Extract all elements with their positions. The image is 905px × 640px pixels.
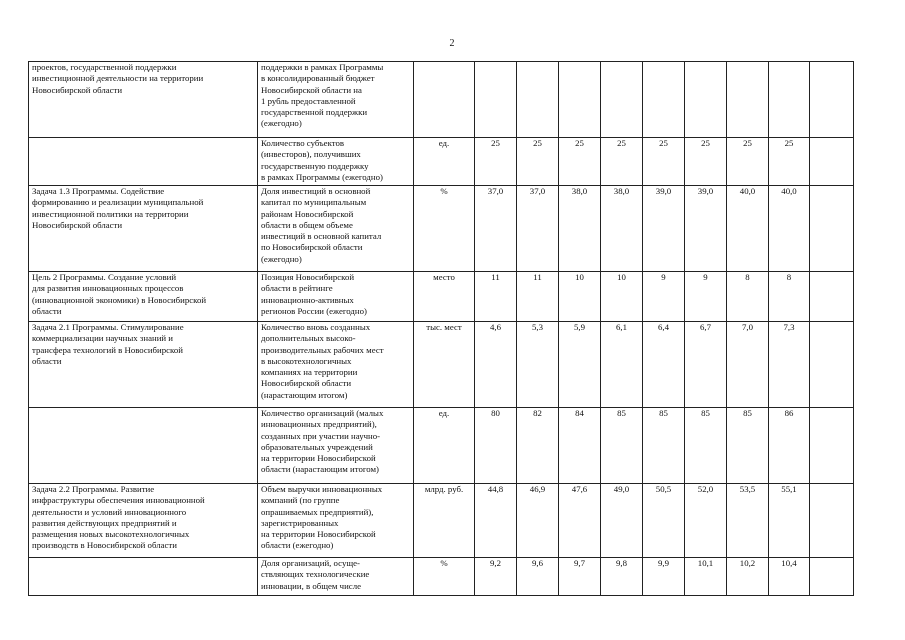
value-cell: 9,8 bbox=[601, 558, 643, 596]
value-cell: 9,6 bbox=[517, 558, 559, 596]
goal-cell: Задача 2.2 Программы. Развитие инфраструктуры обеспечения инновационной деятельности и условий инновационного развития действующих предприятий и размещения новых высокотехнологичных производств в Новосибирской области bbox=[29, 484, 258, 558]
indicator-cell: поддержки в рамках Программы в консолидированный бюджет Новосибирской области на 1 рубль предоставленной государственной поддержки (ежегодно) bbox=[258, 62, 414, 138]
value-cell bbox=[685, 62, 727, 138]
value-cell: 25 bbox=[685, 138, 727, 186]
goal-cell bbox=[29, 138, 258, 186]
value-cell: 10,2 bbox=[727, 558, 769, 596]
value-cell: 25 bbox=[643, 138, 685, 186]
goal-cell: Цель 2 Программы. Создание условий для развития инновационных процессов (инновационной экономики) в Новосибирской области bbox=[29, 272, 258, 322]
value-cell: 38,0 bbox=[559, 186, 601, 272]
value-cell: 55,1 bbox=[769, 484, 810, 558]
value-cell: 39,0 bbox=[685, 186, 727, 272]
indicators-table bbox=[28, 61, 854, 596]
unit-cell: ед. bbox=[414, 408, 475, 484]
value-cell bbox=[559, 62, 601, 138]
value-cell: 8 bbox=[769, 272, 810, 322]
empty-cell bbox=[810, 62, 854, 138]
value-cell: 7,0 bbox=[727, 322, 769, 408]
value-cell: 44,8 bbox=[475, 484, 517, 558]
value-cell: 9 bbox=[643, 272, 685, 322]
empty-cell bbox=[810, 558, 854, 596]
table-row bbox=[29, 186, 854, 272]
value-cell: 40,0 bbox=[727, 186, 769, 272]
value-cell: 85 bbox=[601, 408, 643, 484]
table-row bbox=[29, 558, 854, 596]
indicator-cell: Доля организаций, осуще- ствляющих технологические инновации, в общем числе bbox=[258, 558, 414, 596]
goal-cell: Задача 1.3 Программы. Содействие формированию и реализации муниципальной инвестиционной политики на территории Новосибирской области bbox=[29, 186, 258, 272]
value-cell: 5,9 bbox=[559, 322, 601, 408]
table-row bbox=[29, 138, 854, 186]
unit-cell: % bbox=[414, 558, 475, 596]
value-cell: 85 bbox=[727, 408, 769, 484]
value-cell: 11 bbox=[475, 272, 517, 322]
value-cell: 80 bbox=[475, 408, 517, 484]
value-cell bbox=[517, 62, 559, 138]
indicator-cell: Позиция Новосибирской области в рейтинге инновационно-активных регионов России (ежегодно) bbox=[258, 272, 414, 322]
value-cell: 25 bbox=[517, 138, 559, 186]
unit-cell bbox=[414, 62, 475, 138]
value-cell: 9,7 bbox=[559, 558, 601, 596]
value-cell: 10,1 bbox=[685, 558, 727, 596]
value-cell: 9,2 bbox=[475, 558, 517, 596]
empty-cell bbox=[810, 138, 854, 186]
value-cell: 7,3 bbox=[769, 322, 810, 408]
value-cell: 53,5 bbox=[727, 484, 769, 558]
indicator-cell: Количество субъектов (инвесторов), получивших государственную поддержку в рамках Программы (ежегодно) bbox=[258, 138, 414, 186]
value-cell bbox=[769, 62, 810, 138]
page-number: 2 bbox=[449, 38, 455, 49]
unit-cell: место bbox=[414, 272, 475, 322]
empty-cell bbox=[810, 322, 854, 408]
value-cell: 38,0 bbox=[601, 186, 643, 272]
value-cell: 11 bbox=[517, 272, 559, 322]
value-cell: 40,0 bbox=[769, 186, 810, 272]
value-cell bbox=[475, 62, 517, 138]
indicator-cell: Количество организаций (малых инновационных предприятий), созданных при участии научно- образовательных учреждений на территории Новосибирской области (нарастающим итогом) bbox=[258, 408, 414, 484]
value-cell: 10 bbox=[601, 272, 643, 322]
value-cell: 82 bbox=[517, 408, 559, 484]
value-cell: 25 bbox=[475, 138, 517, 186]
empty-cell bbox=[810, 272, 854, 322]
table-row bbox=[29, 484, 854, 558]
value-cell: 25 bbox=[559, 138, 601, 186]
table-row bbox=[29, 272, 854, 322]
value-cell: 85 bbox=[685, 408, 727, 484]
value-cell: 10 bbox=[559, 272, 601, 322]
table-row bbox=[29, 408, 854, 484]
table-row bbox=[29, 322, 854, 408]
value-cell: 4,6 bbox=[475, 322, 517, 408]
value-cell: 39,0 bbox=[643, 186, 685, 272]
empty-cell bbox=[810, 186, 854, 272]
indicator-cell: Объем выручки инновационных компаний (по группе опрашиваемых предприятий), зарегистрированных на территории Новосибирской области (ежегодно) bbox=[258, 484, 414, 558]
unit-cell: ед. bbox=[414, 138, 475, 186]
value-cell: 9,9 bbox=[643, 558, 685, 596]
value-cell: 47,6 bbox=[559, 484, 601, 558]
goal-cell bbox=[29, 558, 258, 596]
goal-cell: Задача 2.1 Программы. Стимулирование коммерциализации научных знаний и трансфера технологий в Новосибирской области bbox=[29, 322, 258, 408]
goal-cell: проектов, государственной поддержки инвестиционной деятельности на территории Новосибирской области bbox=[29, 62, 258, 138]
indicator-cell: Доля инвестиций в основной капитал по муниципальным районам Новосибирской области в общем объеме инвестиций в основной капитал по Новосибирской области (ежегодно) bbox=[258, 186, 414, 272]
indicator-cell: Количество вновь созданных дополнительных высоко- производительных рабочих мест в высокотехнологичных компаниях на территории Новосибирской области (нарастающим итогом) bbox=[258, 322, 414, 408]
value-cell: 6,1 bbox=[601, 322, 643, 408]
value-cell: 37,0 bbox=[517, 186, 559, 272]
value-cell: 85 bbox=[643, 408, 685, 484]
value-cell: 37,0 bbox=[475, 186, 517, 272]
value-cell bbox=[601, 62, 643, 138]
value-cell bbox=[643, 62, 685, 138]
empty-cell bbox=[810, 484, 854, 558]
value-cell: 9 bbox=[685, 272, 727, 322]
value-cell: 84 bbox=[559, 408, 601, 484]
value-cell: 25 bbox=[601, 138, 643, 186]
value-cell: 6,4 bbox=[643, 322, 685, 408]
table-row bbox=[29, 62, 854, 138]
goal-cell bbox=[29, 408, 258, 484]
value-cell: 5,3 bbox=[517, 322, 559, 408]
value-cell: 50,5 bbox=[643, 484, 685, 558]
value-cell bbox=[727, 62, 769, 138]
value-cell: 8 bbox=[727, 272, 769, 322]
value-cell: 6,7 bbox=[685, 322, 727, 408]
value-cell: 10,4 bbox=[769, 558, 810, 596]
value-cell: 46,9 bbox=[517, 484, 559, 558]
unit-cell: % bbox=[414, 186, 475, 272]
value-cell: 25 bbox=[727, 138, 769, 186]
empty-cell bbox=[810, 408, 854, 484]
value-cell: 86 bbox=[769, 408, 810, 484]
value-cell: 49,0 bbox=[601, 484, 643, 558]
value-cell: 52,0 bbox=[685, 484, 727, 558]
value-cell: 25 bbox=[769, 138, 810, 186]
unit-cell: млрд. руб. bbox=[414, 484, 475, 558]
unit-cell: тыс. мест bbox=[414, 322, 475, 408]
